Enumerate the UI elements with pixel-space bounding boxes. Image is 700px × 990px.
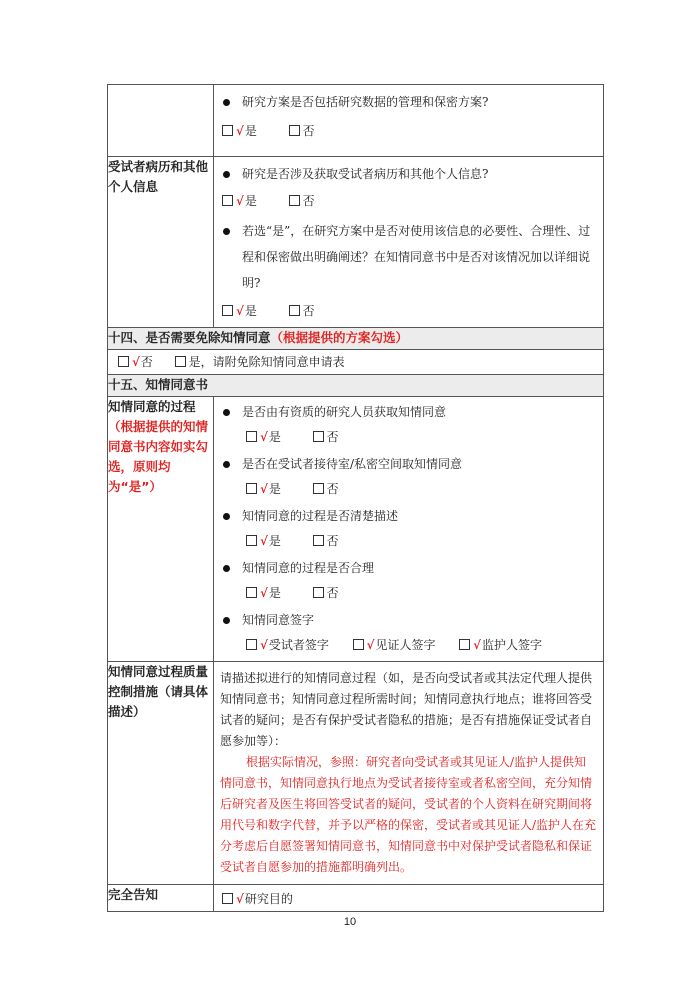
question-text: 若选“是”，在研究方案中是否对使用该信息的必要性、合理性、过程和保密做出明确阐述？在知情同意书中是否对该情况加以详细说明? [242, 224, 591, 290]
row-content [214, 397, 604, 662]
row-full-notice [108, 885, 604, 912]
checkbox-icon[interactable] [222, 893, 233, 904]
bullet-icon [223, 513, 230, 520]
label-main: 知情同意的过程 [108, 399, 196, 414]
check-mark-icon: √ [236, 304, 244, 318]
answer-text: 根据实际情况，参照：研究者向受试者或其见证人/监护人提供知情同意书，知情同意执行地点为受试者接待室或者私密空间，充分知情后研究者及医生将回答受试者的疑问，受试者的个人资料在研究期间将用代号和数字代替，并予以严格的保密，受试者或其见证人/监护人在充分考虑后自愿签署知情同意书，知情同意书中对保护受试者隐私和保证受试者自愿参加的措施都明确列出。 [220, 755, 597, 874]
signature-options [214, 633, 603, 657]
option-subject-signature: 受试者签字 [268, 638, 329, 652]
row-content [108, 350, 604, 375]
section-waiver-header [108, 328, 604, 350]
question-item [214, 607, 603, 633]
option-no: 否 [302, 124, 315, 138]
review-form-table [107, 84, 604, 912]
bullet-icon [223, 409, 230, 416]
section-note: （根据提供的方案勾选） [270, 330, 409, 345]
option-yes: 是 [268, 482, 281, 496]
check-mark-icon: √ [260, 430, 268, 444]
row-content [214, 885, 604, 912]
option-guardian-signature: 监护人签字 [482, 638, 543, 652]
review-form [107, 84, 604, 912]
check-mark-icon: √ [236, 124, 244, 138]
checkbox-icon[interactable] [246, 639, 257, 650]
checkbox-icon[interactable] [289, 195, 300, 206]
yes-no-options [214, 189, 603, 213]
option-no: 否 [326, 430, 339, 444]
question-item [214, 503, 603, 529]
option-yes: 是 [268, 586, 281, 600]
checkbox-icon[interactable] [246, 587, 257, 598]
checkbox-icon[interactable] [222, 305, 233, 316]
checkbox-icon[interactable] [289, 305, 300, 316]
checkbox-icon[interactable] [313, 587, 324, 598]
row-waiver-options [108, 350, 604, 375]
checkbox-icon[interactable] [246, 431, 257, 442]
option-no: 否 [326, 534, 339, 548]
option-no: 否 [326, 482, 339, 496]
question-text: 是否由有资质的研究人员获取知情同意 [242, 405, 447, 419]
section-title-text: 十四、是否需要免除知情同意 [108, 330, 271, 345]
option-no: 否 [326, 586, 339, 600]
bullet-icon [223, 228, 230, 235]
page-number: 10 [343, 916, 357, 928]
check-mark-icon: √ [260, 482, 268, 496]
checkbox-icon[interactable] [246, 483, 257, 494]
check-mark-icon: √ [236, 194, 244, 208]
check-mark-icon: √ [260, 586, 268, 600]
yes-no-options [214, 425, 603, 449]
check-mark-icon: √ [260, 534, 268, 548]
waiver-options [108, 350, 603, 374]
section-consent-header [108, 375, 604, 397]
question-text: 研究是否涉及获取受试者病历和其他个人信息? [242, 167, 489, 181]
row-label: 完全告知 [108, 885, 214, 912]
option-no: 否 [140, 355, 153, 369]
check-mark-icon: √ [236, 892, 244, 906]
row-label: 知情同意过程质量控制措施（请具体描述） [108, 662, 214, 885]
row-content [214, 157, 604, 328]
checkbox-icon[interactable] [353, 639, 364, 650]
checkbox-icon[interactable] [313, 431, 324, 442]
bullet-icon [223, 617, 230, 624]
checkbox-icon[interactable] [222, 125, 233, 136]
row-label: 受试者病历和其他个人信息 [108, 157, 214, 328]
option-research-purpose: 研究目的 [244, 892, 293, 906]
checkbox-icon[interactable] [118, 356, 129, 367]
question-item [214, 399, 603, 425]
row-data-management [108, 85, 604, 157]
option-no: 否 [302, 194, 315, 208]
yes-no-options [214, 477, 603, 501]
instruction-text: 请描述拟进行的知情同意过程（如，是否向受试者或其法定代理人提供知情同意书；知情同意过程所需时间；知情同意执行地点；谁将回答受试者的疑问；是否有保护受试者隐私的措施；是否有措施保证受试者自愿参加等）： [220, 671, 593, 748]
question-text: 研究方案是否包括研究数据的管理和保密方案? [242, 95, 489, 109]
question-item [214, 161, 603, 187]
bullet-icon [223, 171, 230, 178]
bullet-icon [223, 99, 230, 106]
section-title [108, 328, 604, 350]
row-content [214, 85, 604, 157]
check-mark-icon: √ [260, 638, 268, 652]
option-yes: 是 [244, 304, 257, 318]
checkbox-icon[interactable] [289, 125, 300, 136]
question-text: 是否在受试者接待室/私密空间取知情同意 [242, 457, 463, 471]
checkbox-icon[interactable] [459, 639, 470, 650]
yes-no-options [214, 581, 603, 605]
row-content [214, 662, 604, 885]
yes-no-options [214, 119, 603, 143]
question-item [214, 218, 603, 296]
question-item [214, 451, 603, 477]
label-note: （根据提供的知情同意书内容如实勾选，原则均为“是”） [108, 419, 209, 494]
row-consent-process [108, 397, 604, 662]
bullet-icon [223, 565, 230, 572]
question-text: 知情同意签字 [242, 613, 315, 627]
option-witness-signature: 见证人签字 [375, 638, 436, 652]
row-label [108, 397, 214, 662]
checkbox-icon[interactable] [246, 535, 257, 546]
checkbox-icon[interactable] [175, 356, 186, 367]
option-yes: 是，请附免除知情同意申请表 [188, 355, 345, 369]
option-no: 否 [302, 304, 315, 318]
question-text: 知情同意的过程是否清楚描述 [242, 509, 399, 523]
row-label-empty [108, 85, 214, 157]
check-mark-icon: √ [366, 638, 375, 652]
option-yes: 是 [244, 194, 257, 208]
question-item [214, 555, 603, 581]
checkbox-icon[interactable] [313, 483, 324, 494]
description-block [214, 662, 603, 884]
section-title: 十五、知情同意书 [108, 375, 604, 397]
question-text: 知情同意的过程是否合理 [242, 561, 375, 575]
bullet-icon [223, 461, 230, 468]
question-item [214, 89, 603, 115]
option-yes: 是 [268, 534, 281, 548]
row-quality-control [108, 662, 604, 885]
check-mark-icon: √ [473, 638, 482, 652]
option-yes: 是 [244, 124, 257, 138]
yes-no-options [214, 529, 603, 553]
checkbox-icon[interactable] [313, 535, 324, 546]
notice-options [214, 887, 603, 911]
checkbox-icon[interactable] [222, 195, 233, 206]
row-medical-history [108, 157, 604, 328]
yes-no-options [214, 299, 603, 323]
check-mark-icon: √ [132, 355, 140, 369]
option-yes: 是 [268, 430, 281, 444]
